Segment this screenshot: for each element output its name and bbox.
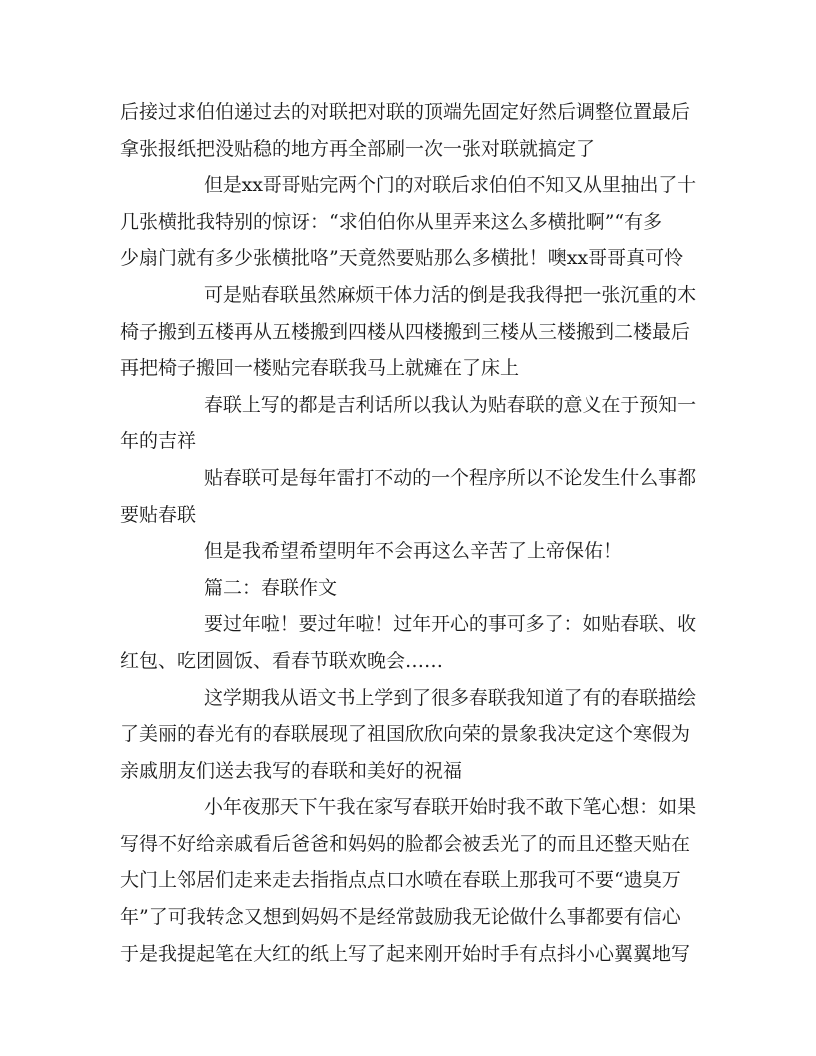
text-line: 可是贴春联虽然麻烦干体力活的倒是我我得把一张沉重的木 xyxy=(204,283,696,306)
text-line: 了美丽的春光有的春联展现了祖国欣欣向荣的景象我决定这个寒假为 xyxy=(120,723,691,746)
text-line: 但是我希望希望明年不会再这么辛苦了上帝保佑！ xyxy=(204,540,623,563)
text-line: 后接过求伯伯递过去的对联把对联的顶端先固定好然后调整位置最后 xyxy=(120,101,691,123)
text-line: 贴春联可是每年雷打不动的一个程序所以不论发生什么事都 xyxy=(204,466,696,489)
text-line: 小年夜那天下午我在家写春联开始时我不敢下笔心想：如果 xyxy=(204,796,696,819)
text-line: 年”了可我转念又想到妈妈不是经常鼓励我无论做什么事都要有信心 xyxy=(120,906,681,929)
text-line: 亲戚朋友们送去我写的春联和美好的祝福 xyxy=(120,759,463,782)
body-text xyxy=(120,94,696,972)
text-line: 于是我提起笔在大红的纸上写了起来刚开始时手有点抖小心翼翼地写 xyxy=(120,942,691,965)
text-line: 少扇门就有多少张横批咯”天竟然要贴那么多横批！噢xx哥哥真可怜 xyxy=(120,247,684,270)
text-line: 这学期我从语文书上学到了很多春联我知道了有的春联描绘 xyxy=(204,686,696,709)
text-line: 几张横批我特别的惊讶：“求伯伯你从里弄来这么多横批啊”“有多 xyxy=(120,210,663,233)
text-line: 篇二：春联作文 xyxy=(204,576,338,599)
text-line: 要过年啦！要过年啦！过年开心的事可多了：如贴春联、收 xyxy=(204,613,696,636)
text-line: 但是xx哥哥贴完两个门的对联后求伯伯不知又从里抽出了十 xyxy=(204,174,696,197)
text-line: 拿张报纸把没贴稳的地方再全部刷一次一张对联就搞定了 xyxy=(120,137,596,160)
text-line: 年的吉祥 xyxy=(120,430,197,453)
text-line: 写得不好给亲戚看后爸爸和妈妈的脸都会被丢光了的而且还整天贴在 xyxy=(120,832,691,855)
text-line: 大门上邻居们走来走去指指点点口水喷在春联上那我可不要“遗臭万 xyxy=(120,869,681,892)
text-line: 椅子搬到五楼再从五楼搬到四楼从四楼搬到三楼从三楼搬到二楼最后 xyxy=(120,320,691,343)
text-line: 再把椅子搬回一楼贴完春联我马上就瘫在了床上 xyxy=(120,357,520,380)
text-line: 要贴春联 xyxy=(120,503,197,526)
text-line: 春联上写的都是吉利话所以我认为贴春联的意义在于预知一 xyxy=(204,393,696,416)
text-line: 红包、吃团圆饭、看春节联欢晚会…… xyxy=(120,649,444,672)
